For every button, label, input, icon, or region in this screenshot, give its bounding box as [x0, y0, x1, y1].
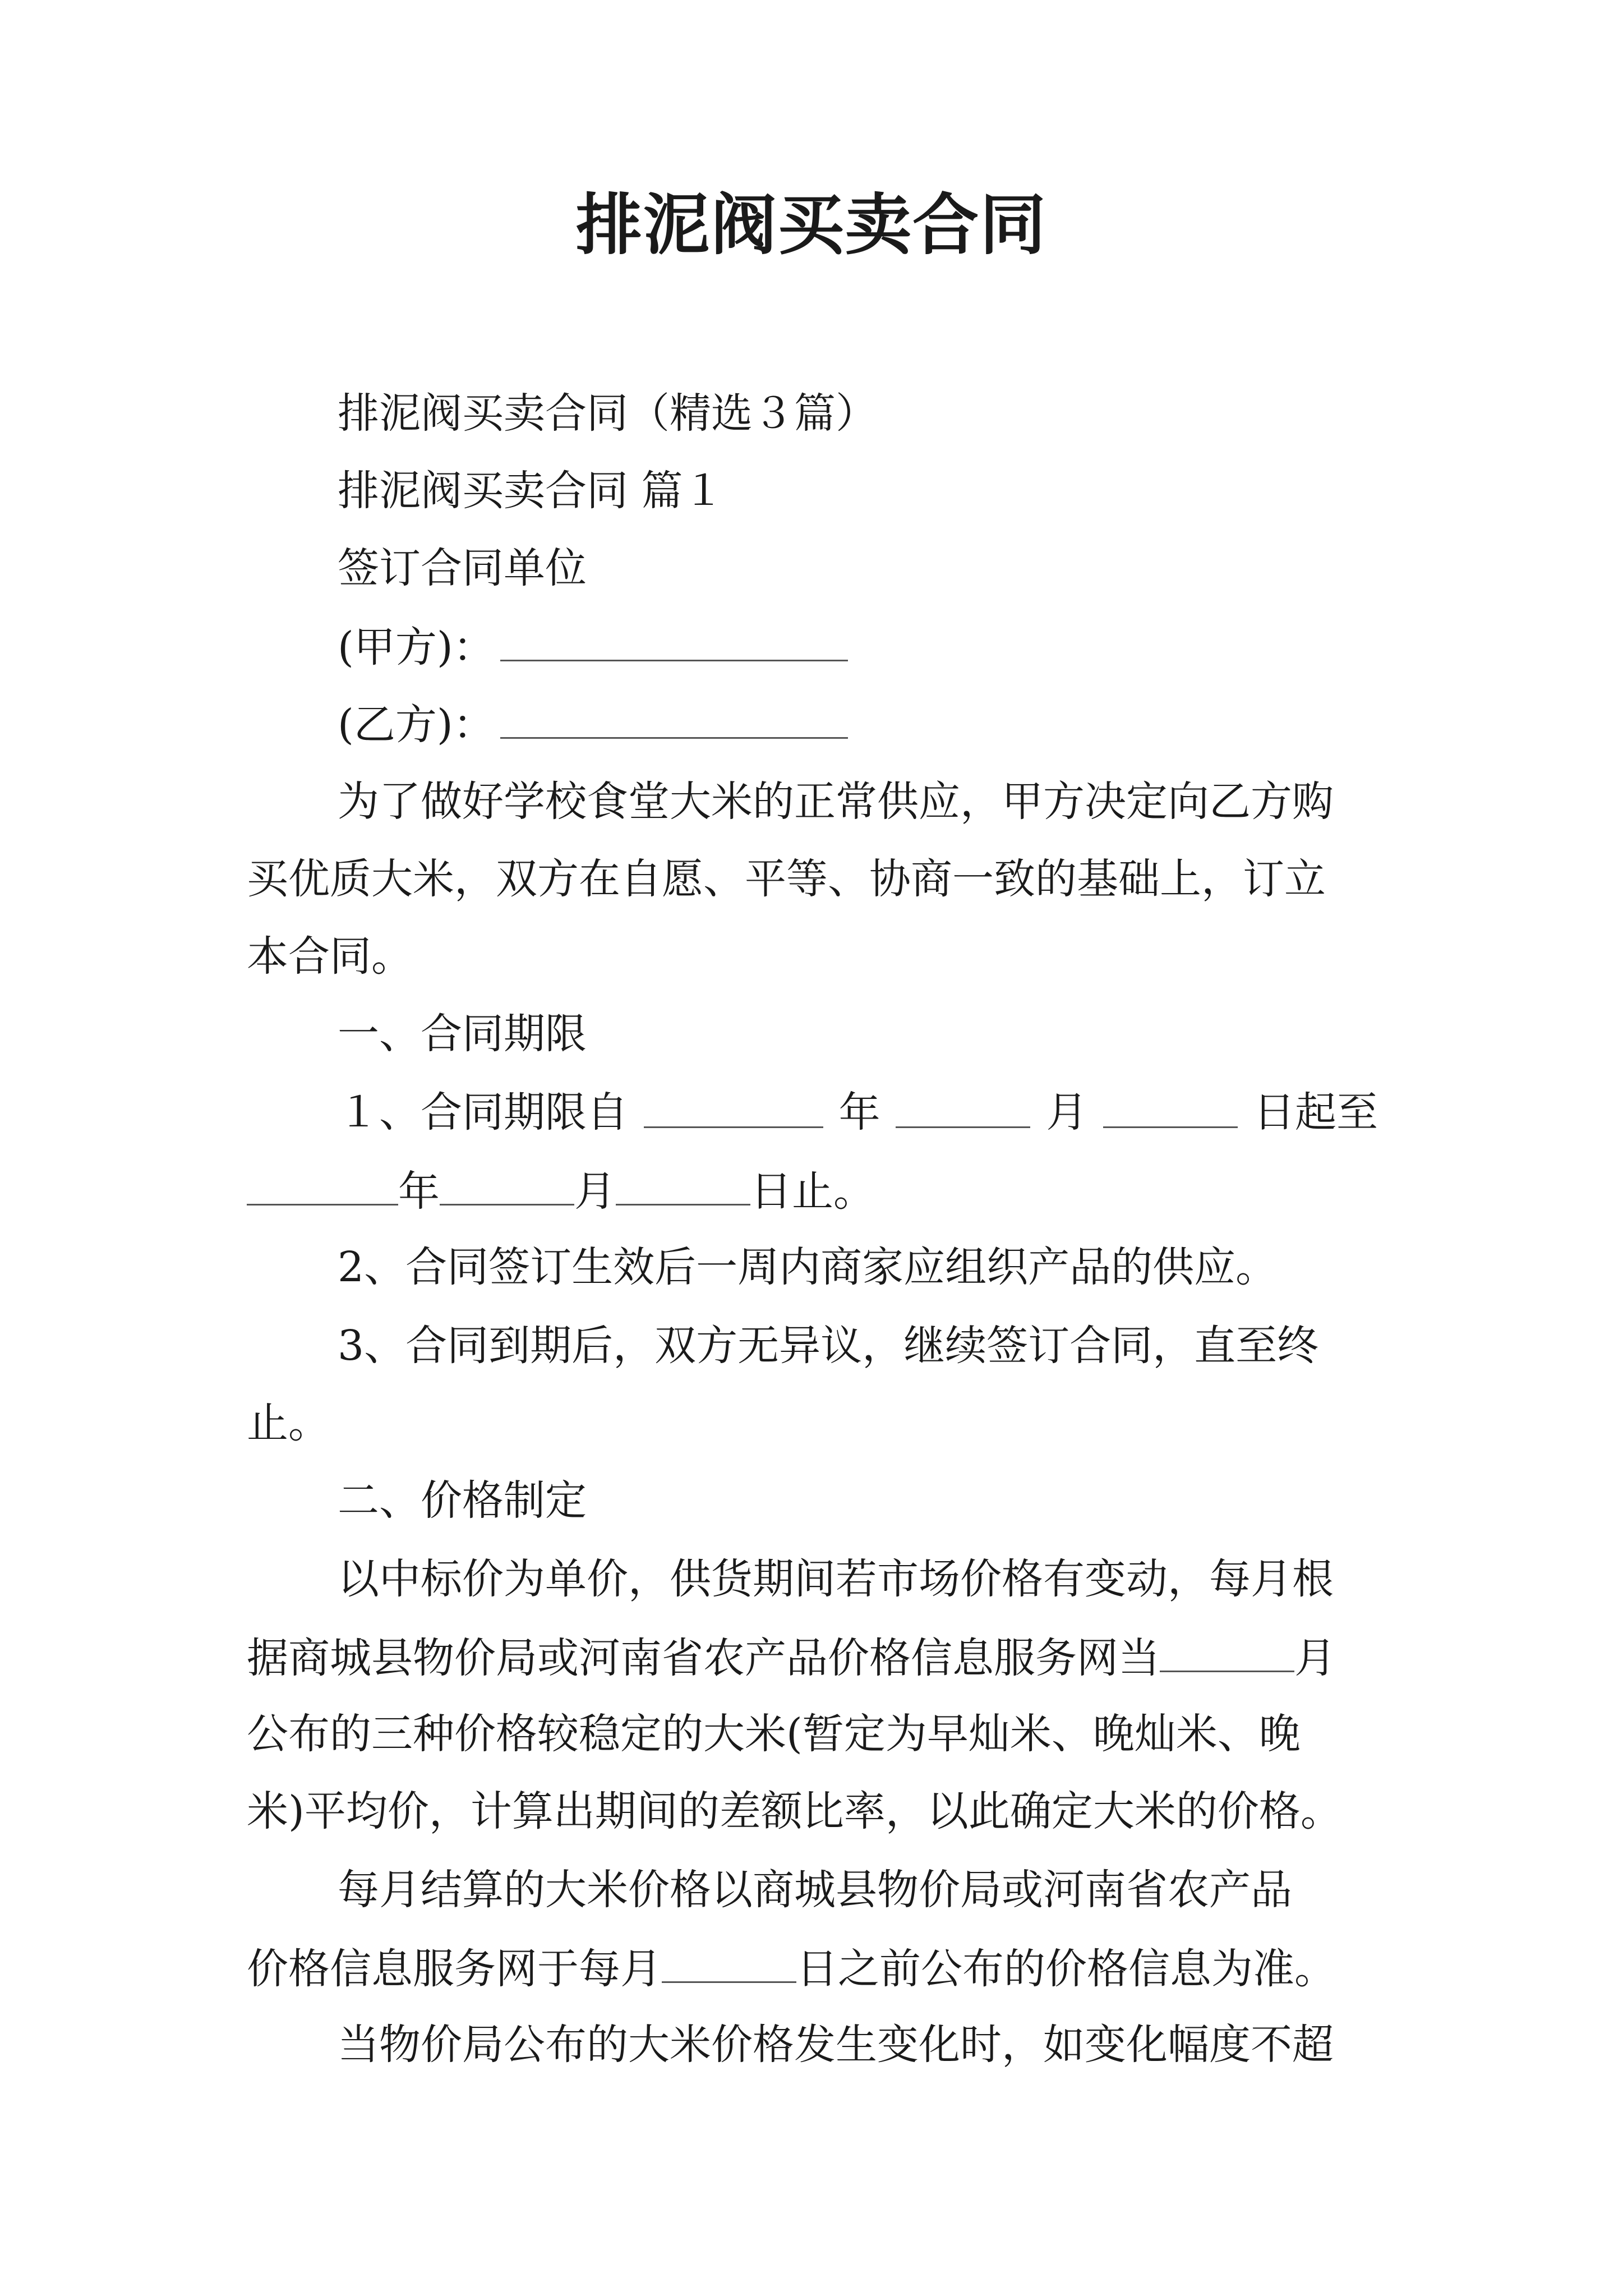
section2-heading: 二、价格制定: [338, 1476, 587, 1525]
section1-item3-line1: 3、合同到期后，双方无异议，继续签订合同，直至终: [338, 1322, 1319, 1370]
intro-line-2: 买优质大米，双方在自愿、平等、协商一致的基础上，订立: [247, 855, 1326, 903]
item1-part-month-end: 月: [574, 1167, 616, 1216]
para1-line2-text: 据商城县物价局或河南省农产品价格信息服务网当: [247, 1634, 1160, 1682]
section1-item1-line1: [338, 1088, 1378, 1137]
section2-para1-line3: 公布的三种价格较稳定的大米(暂定为早灿米、晚灿米、晚: [247, 1710, 1301, 1758]
section2-para1-line2: [247, 1634, 1336, 1682]
start-day-blank: [1103, 1092, 1238, 1128]
intro-line-3: 本合同。: [247, 932, 413, 981]
para1-line2-month: 月: [1294, 1634, 1336, 1682]
section2-para1-line4: 米)平均价，计算出期间的差额比率，以此确定大米的价格。: [247, 1787, 1342, 1835]
item1-part-month: 月: [1046, 1088, 1088, 1137]
party-b-label: (乙方)：: [338, 701, 495, 749]
party-a-blank: [500, 625, 848, 661]
start-month-blank: [896, 1092, 1030, 1128]
item1-part-year: 年: [838, 1088, 880, 1137]
end-year-blank: [247, 1169, 398, 1205]
item1-part-from: １、合同期限自: [338, 1088, 628, 1137]
section1-item2: 2、合同签订生效后一周内商家应组织产品的供应。: [338, 1243, 1278, 1291]
item1-part-until: 日起至: [1253, 1088, 1378, 1137]
section-heading: 排泥阀买卖合同 篇１: [338, 467, 725, 515]
section2-para3-line1: 当物价局公布的大米价格发生变化时，如变化幅度不超: [338, 2021, 1334, 2069]
month-blank: [1160, 1636, 1294, 1672]
party-a-row: [338, 623, 848, 671]
section1-item3-line2: 止。: [247, 1399, 330, 1447]
para2-line2-text: 价格信息服务网于每月: [247, 1945, 662, 1993]
parties-heading: 签订合同单位: [338, 544, 587, 592]
item1-part-year-end: 年: [398, 1167, 440, 1216]
para2-line2-end: 日之前公布的价格信息为准。: [796, 1945, 1336, 1993]
section2-para1-line1: 以中标价为单价，供货期间若市场价格有变动，每月根: [338, 1555, 1334, 1603]
party-a-label: (甲方)：: [338, 623, 495, 671]
party-b-row: [338, 701, 848, 749]
section2-para2-line2: [247, 1945, 1336, 1993]
end-day-blank: [616, 1169, 750, 1205]
item1-part-end: 日止。: [750, 1167, 875, 1216]
section2-para2-line1: 每月结算的大米价格以商城县物价局或河南省农产品: [338, 1866, 1292, 1914]
intro-line-1: 为了做好学校食堂大米的正常供应，甲方决定向乙方购: [338, 777, 1334, 826]
party-b-blank: [500, 702, 848, 739]
end-month-blank: [440, 1169, 574, 1205]
document-subtitle: 排泥阀买卖合同（精选３篇）: [338, 389, 877, 438]
document-title: 排泥阀买卖合同: [575, 186, 1047, 264]
section1-heading: 一、合同期限: [338, 1010, 587, 1058]
section1-item1-line2: [247, 1167, 875, 1216]
start-year-blank: [644, 1092, 823, 1128]
day-blank: [662, 1947, 796, 1983]
